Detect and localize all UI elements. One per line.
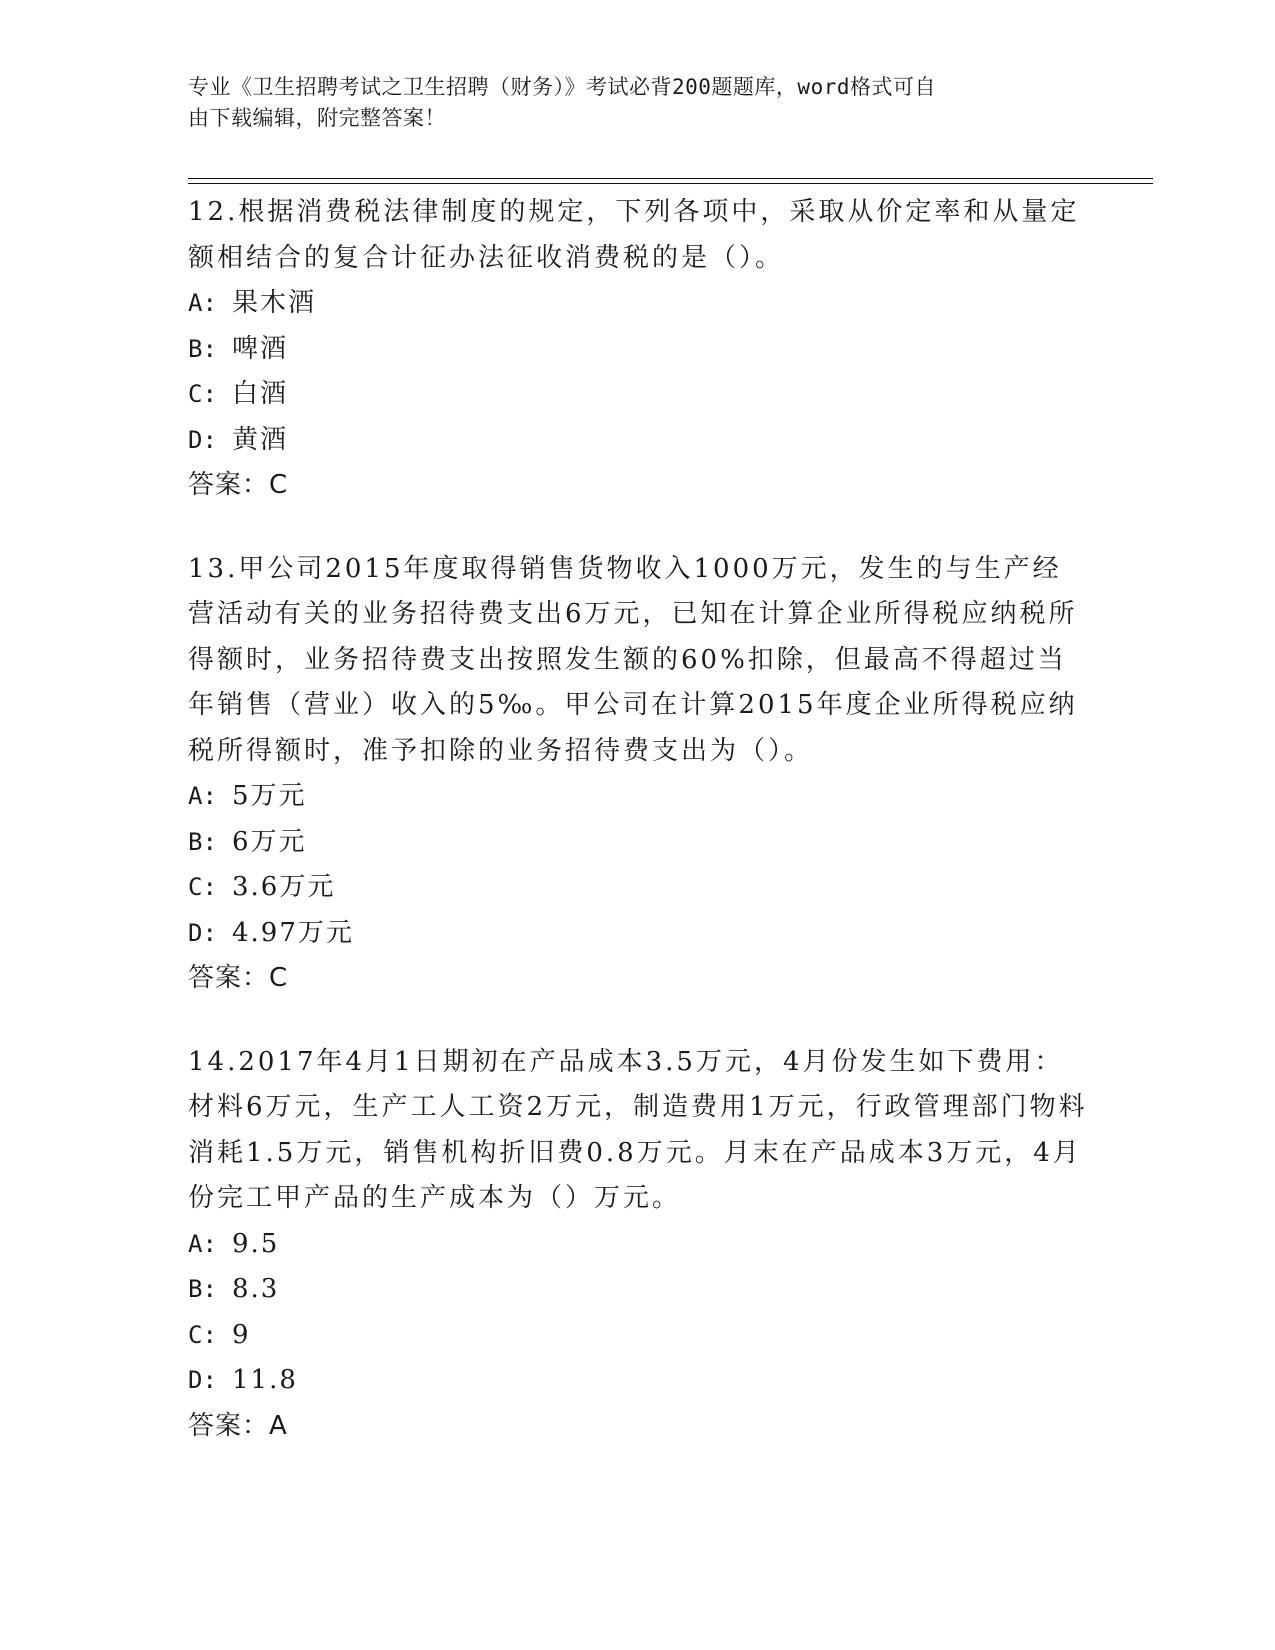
option-text: 啤酒 [232,333,289,364]
header-line-1: 专业《卫生招聘考试之卫生招聘（财务）》考试必背200题题库，word格式可自 [188,75,936,99]
option-key: C: [188,380,217,408]
option-key: B: [188,827,217,856]
header-line-2: 由下载编辑，附完整答案！ [188,106,446,130]
option-key: C: [188,1320,217,1349]
answer-line: 答案：A [188,1410,288,1441]
question-text: 13.甲公司2015年度取得销售货物收入1000万元，发生的与生产经营活动有关的业务招待费支出6万元，已知在计算企业所得税应纳税所得额时，业务招待费支出按照发生额的60%扣除，但最高不得超过当年销售（营业）收入的5‰。甲公司在计算2015年度企业所得税应纳税所得额时，准予扣除的业务招待费支出为（）。 [188,553,1078,766]
option-key: A: [188,782,217,810]
option-key: A: [188,289,217,317]
question-13 [188,547,1088,1002]
option-b [188,327,1088,373]
option-text: 黄酒 [232,424,289,455]
option-text: 白酒 [232,379,289,409]
option-d [188,418,1088,464]
answer-line: 答案：C [188,963,289,993]
option-key: D: [188,425,217,454]
option-text: 4.97万元 [232,917,354,948]
option-text: 9.5 [232,1228,280,1259]
option-b [188,820,1088,866]
option-d [188,1358,1088,1404]
option-key: B: [188,1275,217,1303]
option-key: A: [188,1229,217,1258]
question-14 [188,1040,1088,1450]
option-key: C: [188,873,217,901]
question-list [188,190,1088,1487]
option-text: 8.3 [232,1274,280,1304]
option-a [188,774,1088,820]
question-12 [188,190,1088,509]
option-a [188,1222,1088,1268]
option-c [188,1313,1088,1359]
option-text: 5万元 [232,781,307,811]
answer-line: 答案：C [188,470,289,500]
option-key: D: [188,918,217,947]
option-b [188,1267,1088,1313]
option-c [188,865,1088,911]
option-a [188,281,1088,327]
option-text: 9 [232,1319,251,1350]
option-text: 3.6万元 [232,872,336,902]
question-text: 14.2017年4月1日期初在产品成本3.5万元，4月份发生如下费用：材料6万元，生产工人工资2万元，制造费用1万元，行政管理部门物料消耗1.5万元，销售机构折旧费0.8万元。月末在产品成本3万元，4月份完工甲产品的生产成本为（）万元。 [188,1046,1088,1213]
question-text: 12.根据消费税法律制度的规定，下列各项中，采取从价定率和从量定额相结合的复合计征办法征收消费税的是（）。 [188,197,1080,273]
option-text: 11.8 [232,1365,298,1395]
option-key: D: [188,1366,217,1394]
option-text: 果木酒 [232,288,317,318]
option-d [188,911,1088,957]
header-divider-bottom [188,183,1153,184]
option-c [188,372,1088,418]
option-key: B: [188,334,217,363]
document-header [188,72,1068,134]
option-text: 6万元 [232,826,307,857]
header-divider-top [188,178,1153,179]
